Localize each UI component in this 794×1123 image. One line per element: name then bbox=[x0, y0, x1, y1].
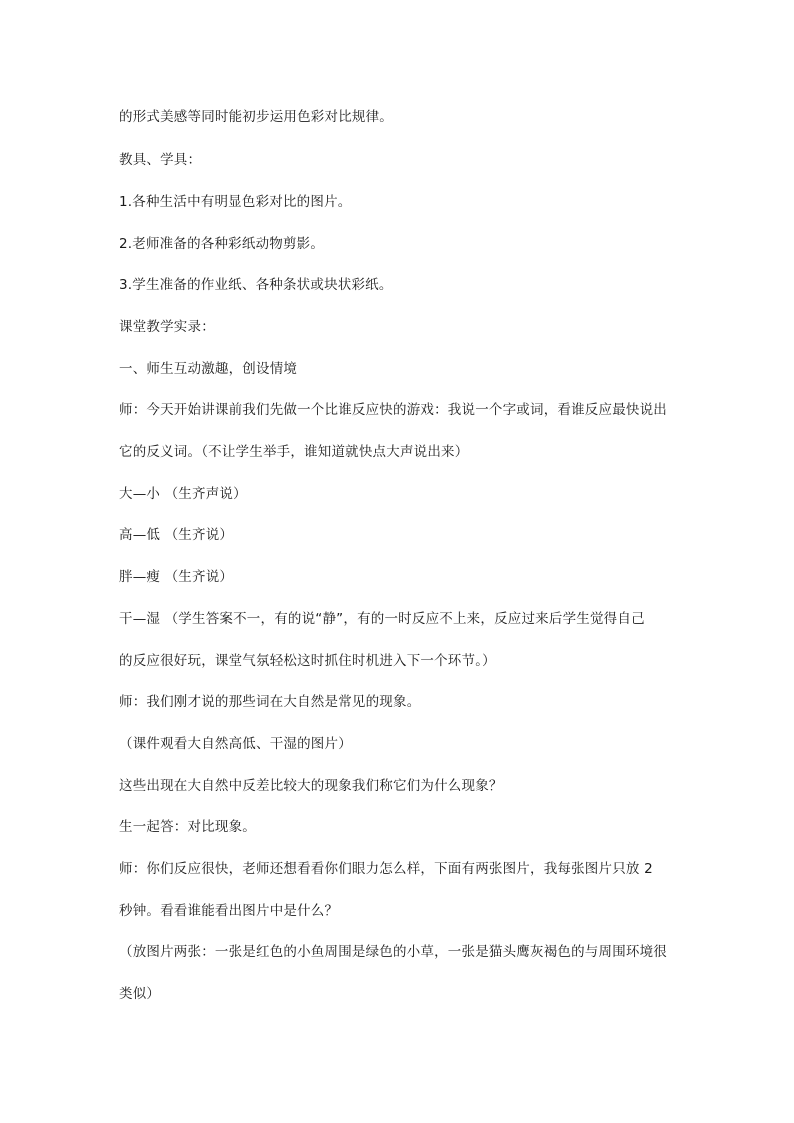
text-line: 生一起答：对比现象。 bbox=[119, 819, 256, 835]
list-item: 3.学生准备的作业纸、各种条状或块状彩纸。 bbox=[119, 277, 393, 293]
text-line: 师：今天开始讲课前我们先做一个比谁反应快的游戏：我说一个字或词，看谁反应最快说出 bbox=[119, 402, 667, 418]
text-line: （课件观看大自然高低、干湿的图片） bbox=[119, 736, 352, 752]
section-heading-part-one: 一、师生互动激趣，创设情境 bbox=[119, 361, 298, 377]
text-line: （放图片两张：一张是红色的小鱼周围是绿色的小草，一张是猫头鹰灰褐色的与周围环境很 bbox=[119, 944, 667, 960]
text-line: 师：我们刚才说的那些词在大自然是常见的现象。 bbox=[119, 694, 421, 710]
section-heading-record: 课堂教学实录： bbox=[119, 319, 215, 335]
text-line: 的反应很好玩，课堂气氛轻松这时抓住时机进入下一个环节。） bbox=[119, 653, 496, 669]
text-line: 类似） bbox=[119, 986, 161, 1002]
section-heading-materials: 教具、学具： bbox=[119, 152, 202, 168]
text-line: 秒钟。看看谁能看出图片中是什么？ bbox=[119, 903, 339, 919]
text-line: 高—低 （生齐说） bbox=[119, 527, 234, 543]
text-line: 胖—瘦 （生齐说） bbox=[119, 569, 234, 585]
text-line: 大—小 （生齐声说） bbox=[119, 486, 247, 502]
list-item: 2.老师准备的各种彩纸动物剪影。 bbox=[119, 236, 325, 252]
text-line: 师：你们反应很快，老师还想看看你们眼力怎么样，下面有两张图片，我每张图片只放 2 bbox=[119, 861, 653, 877]
text-line: 它的反义词。（不让学生举手，谁知道就快点大声说出来） bbox=[119, 444, 469, 460]
text-line: 干—湿 （学生答案不一，有的说“静”，有的一时反应不上来，反应过来后学生觉得自己 bbox=[119, 611, 645, 627]
text-line: 这些出现在大自然中反差比较大的现象我们称它们为什么现象？ bbox=[119, 778, 503, 794]
text-line: 的形式美感等同时能初步运用色彩对比规律。 bbox=[119, 109, 393, 125]
list-item: 1.各种生活中有明显色彩对比的图片。 bbox=[119, 194, 352, 210]
